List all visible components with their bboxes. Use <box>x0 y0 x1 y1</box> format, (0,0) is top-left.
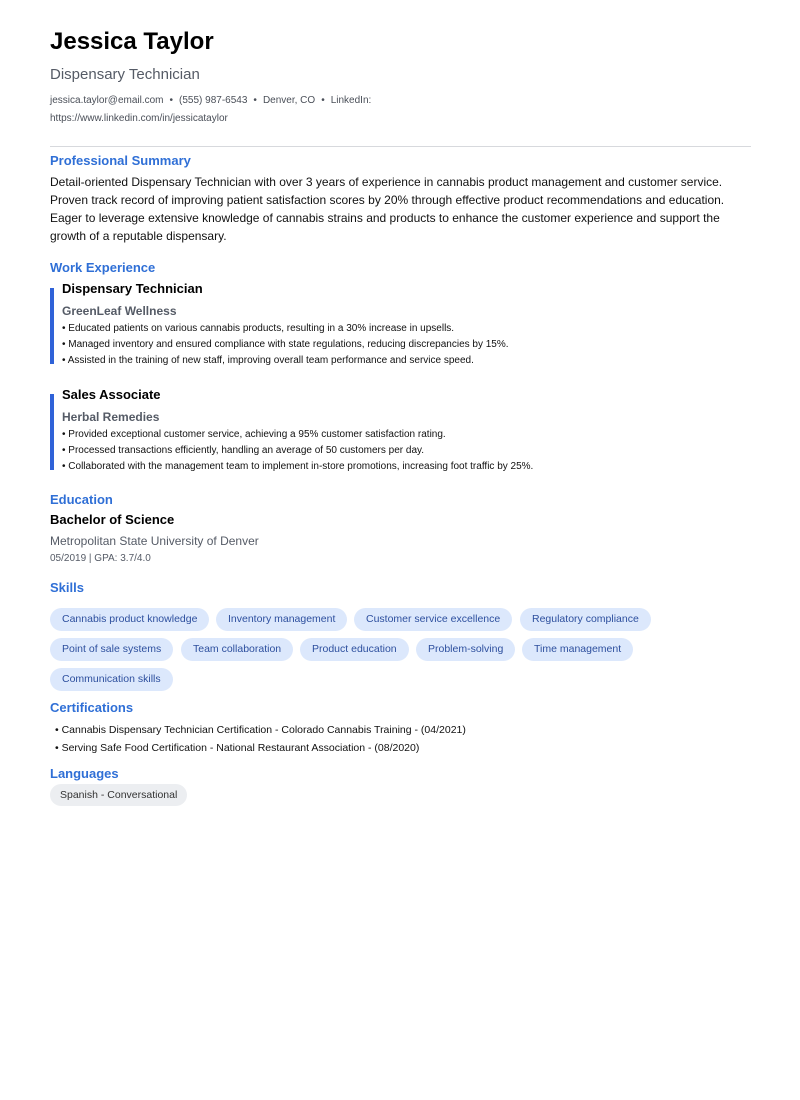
school: Metropolitan State University of Denver <box>50 534 259 548</box>
education-meta: 05/2019 | GPA: 3.7/4.0 <box>50 553 151 564</box>
skill-chip: Product education <box>300 638 409 661</box>
location: Denver, CO <box>262 95 316 106</box>
job-role: Sales Associate <box>62 387 161 402</box>
job-company: Herbal Remedies <box>62 410 160 424</box>
linkedin-link[interactable]: https://www.linkedin.com/in/jessicataylor <box>50 113 228 124</box>
job-bullets <box>62 321 509 369</box>
skill-chip: Customer service excellence <box>354 608 512 631</box>
job-bullet: • Processed transactions efficiently, handling an average of 50 customers per day. <box>62 445 425 456</box>
skill-chip: Time management <box>522 638 633 661</box>
skill-chip: Inventory management <box>216 608 347 631</box>
job-company: GreenLeaf Wellness <box>62 304 177 318</box>
summary-text: Detail-oriented Dispensary Technician with over 3 years of experience in cannabis product management and customer service. Proven track record of improving patient satisfaction scores by 20% through effective product recommendations and education. Eager to leverage extensive knowledge of cannabis strains and products to enhance the customer experience and support the growth of a reputable dispensary. <box>50 175 725 243</box>
certifications-heading: Certifications <box>50 700 134 715</box>
job-accent-bar <box>50 394 54 470</box>
job-bullet: • Managed inventory and ensured compliance with state regulations, reducing discrepancies by 15%. <box>62 339 509 350</box>
email-link[interactable]: jessica.taylor@email.com <box>50 95 164 106</box>
summary-heading: Professional Summary <box>50 153 191 168</box>
skill-chip: Regulatory compliance <box>520 608 651 631</box>
skill-chip: Problem-solving <box>416 638 515 661</box>
linkedin-label: LinkedIn: <box>330 95 372 106</box>
education-heading: Education <box>50 492 113 507</box>
job-bullet: • Provided exceptional customer service, achieving a 95% customer satisfaction rating. <box>62 429 446 440</box>
header-divider <box>50 146 751 147</box>
skill-chip: Team collaboration <box>181 638 293 661</box>
degree: Bachelor of Science <box>50 512 175 527</box>
job-bullet: • Educated patients on various cannabis products, resulting in a 30% increase in upsells. <box>62 323 455 334</box>
candidate-name: Jessica Taylor <box>50 28 214 55</box>
skill-chip: Communication skills <box>50 668 173 691</box>
skill-chip: Point of sale systems <box>50 638 173 661</box>
skills-heading: Skills <box>50 580 84 595</box>
job-bullet: • Collaborated with the management team to implement in-store promotions, increasing foot traffic by 25%. <box>62 461 534 472</box>
experience-heading: Work Experience <box>50 260 156 275</box>
certification-item: • Serving Safe Food Certification - National Restaurant Association - (08/2020) <box>55 742 420 754</box>
contact-separator: • <box>169 95 174 106</box>
job-bullets <box>62 427 533 475</box>
contact-info <box>50 92 410 128</box>
certification-item: • Cannabis Dispensary Technician Certification - Colorado Cannabis Training - (04/2021) <box>55 724 466 736</box>
contact-separator: • <box>321 95 325 106</box>
candidate-title: Dispensary Technician <box>50 66 200 83</box>
language-chip: Spanish - Conversational <box>50 784 187 806</box>
job-bullet: • Assisted in the training of new staff, improving overall team performance and service speed. <box>62 355 474 366</box>
languages-heading: Languages <box>50 766 119 781</box>
contact-separator: • <box>253 95 257 106</box>
job-role: Dispensary Technician <box>62 281 203 296</box>
job-accent-bar <box>50 288 54 364</box>
certifications-list <box>55 721 466 757</box>
skill-chip: Cannabis product knowledge <box>50 608 209 631</box>
phone-number: (555) 987-6543 <box>179 95 248 106</box>
